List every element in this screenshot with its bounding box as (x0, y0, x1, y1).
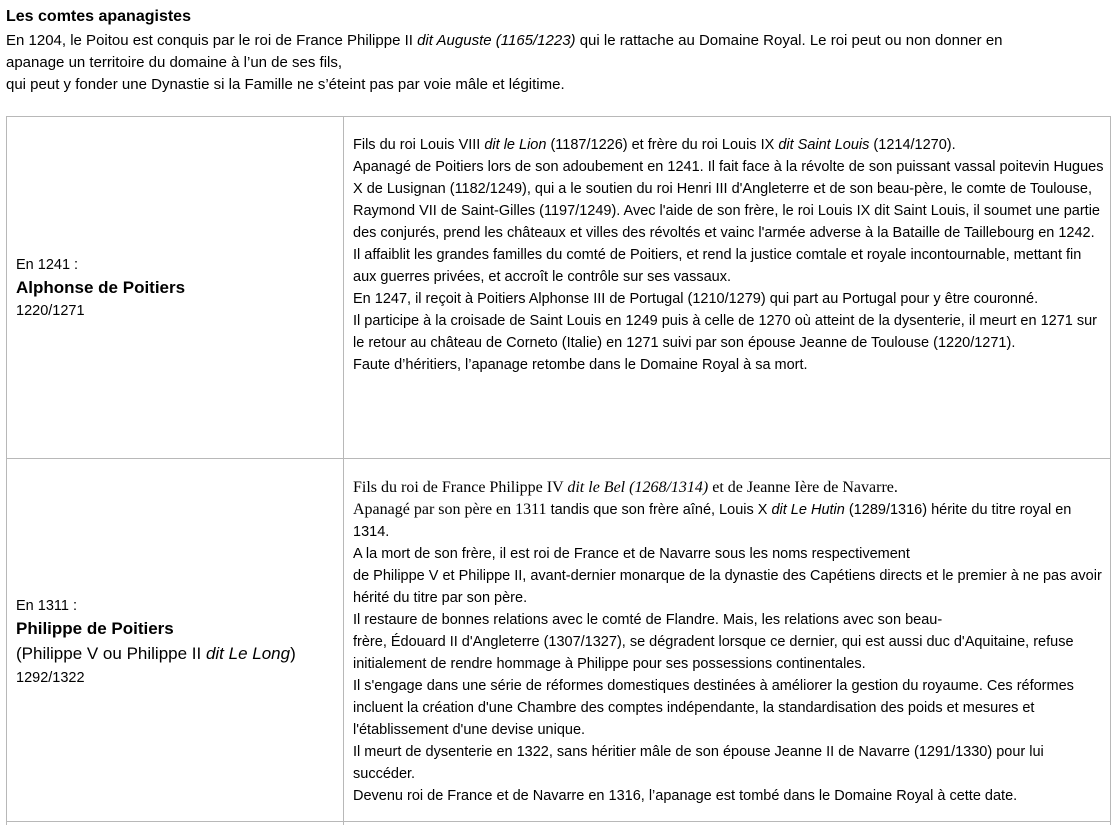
row-2-description (353, 477, 1105, 807)
row-2-para-2: Apanagé par son père en 1311 tandis que son frère aîné, Louis X dit Le Hutin (1289/1316) hérite du titre royal en 1314. (353, 501, 1072, 540)
row-1-date: En 1241 : (16, 257, 79, 273)
row-2-name: Philippe de Poitiers (16, 619, 174, 638)
row-2-para-1: Fils du roi de France Philippe IV dit le Bel (1268/1314) et de Jeanne Ière de Navarre. (353, 479, 898, 496)
row-1-para-4: Il participe à la croisade de Saint Louis en 1249 puis à celle de 1270 où atteint de la dysenterie, il meurt en 1271 sur le retour au château de Corneto (Italie) en 1271 suivi par son épouse Jeanne de Toulouse (1220/1271). (353, 313, 1098, 351)
row-1-title-cell (16, 254, 185, 322)
row-1-years: 1220/1271 (16, 303, 85, 319)
intro-line-3: qui peut y fonder une Dynastie si la Famille ne s’éteint pas par voie mâle et légitime. (6, 76, 565, 93)
row-2-date: En 1311 : (16, 598, 78, 614)
section-heading: Les comtes apanagistes (6, 8, 191, 25)
row-2-alt-names: (Philippe V ou Philippe II dit Le Long) (16, 644, 296, 663)
row-2-years: 1292/1322 (16, 670, 85, 686)
row-2-para-7: Devenu roi de France et de Navarre en 1316, l’apanage est tombé dans le Domaine Royal à cette date. (353, 788, 1018, 804)
row-2-para-5: Il s'engage dans une série de réformes domestiques destinées à améliorer la gestion du royaume. Ces réformes incluent la création d'une Chambre des comptes indépendante, la standardisation des poids et mesures et l'établissement d'une devise unique. (353, 678, 1074, 738)
row-2-para-4: Il restaure de bonnes relations avec le comté de Flandre. Mais, les relations avec son beau- frère, Édouard II d'Angleterre (1307/1327), se dégradent lorsque ce dernier, qui est aussi duc d'Aquitaine, refuse initialement de rendre hommage à Philippe pour ses possessions continentales. (353, 612, 1074, 672)
row-1-para-3: En 1247, il reçoit à Poitiers Alphonse III de Portugal (1210/1279) qui part au Portugal pour y être couronné. (353, 291, 1039, 307)
row-1-para-5: Faute d’héritiers, l’apanage retombe dans le Domaine Royal à sa mort. (353, 357, 808, 373)
row-2-para-3: A la mort de son frère, il est roi de France et de Navarre sous les noms respectivement de Philippe V et Philippe II, avant-dernier monarque de la dynastie des Capétiens directs et le premier à ne pas avoir hérité du titre par son père. (353, 546, 1102, 606)
counts-table (6, 116, 1111, 825)
intro-line-1: En 1204, le Poitou est conquis par le roi de France Philippe II dit Auguste (1165/1223) qui le rattache au Domaine Royal. Le roi peut ou non donner en (6, 32, 1003, 49)
intro-paragraph (6, 30, 1110, 96)
intro-line-2: apanage un territoire du domaine à l’un de ses fils, (6, 54, 343, 71)
row-1-para-1: Fils du roi Louis VIII dit le Lion (1187/1226) et frère du roi Louis IX dit Saint Louis (1214/1270). (353, 137, 956, 153)
row-1-name: Alphonse de Poitiers (16, 278, 186, 297)
row-2-para-6: Il meurt de dysenterie en 1322, sans héritier mâle de son épouse Jeanne II de Navarre (1291/1330) pour lui succéder. (353, 744, 1044, 782)
row-1-para-2: Apanagé de Poitiers lors de son adoubement en 1241. Il fait face à la révolte de son puissant vassal poitevin Hugues X de Lusignan (1182/1249), qui a le soutien du roi Henri III d'Angleterre et de son beau-père, le comte de Toulouse, Raymond VII de Saint-Gilles (1197/1249). Avec l'aide de son frère, le roi Louis IX dit Saint Louis, il soumet une partie des conjurés, prend les châteaux et villes des révoltés et vainc l'armée adverse à la Bataille de Taillebourg en 1242. Il affaiblit les grandes familles du comté de Poitiers, et rend la justice comtale et royale incontournable, mettant fin aux guerres privées, et accroît le contrôle sur ses vassaux. (353, 159, 1104, 285)
row-2-title-cell (16, 595, 296, 689)
row-1-description (353, 134, 1105, 376)
